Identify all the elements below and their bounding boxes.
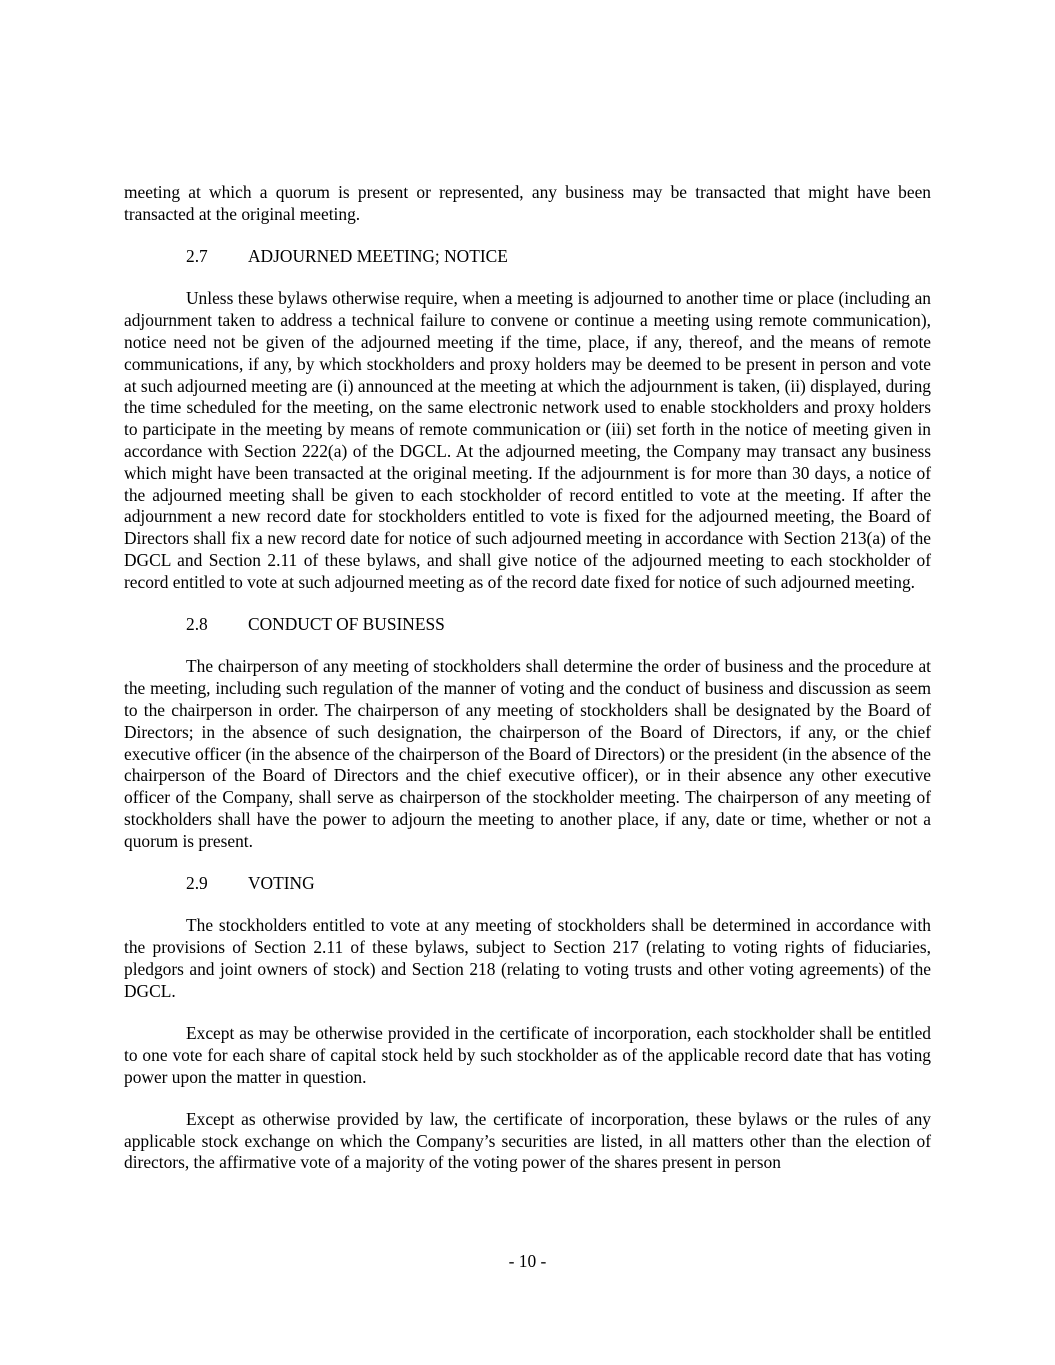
section-title: ADJOURNED MEETING; NOTICE	[248, 246, 508, 267]
section-title: CONDUCT OF BUSINESS	[248, 614, 445, 635]
section-number: 2.7	[186, 246, 208, 267]
section-2-8-body: The chairperson of any meeting of stockholders shall determine the order of business and the procedure at the meeting, including such regulation of the manner of voting and the conduct of business and discussion as seem to the chairperson in order. The chairperson of any meeting of stockholders shall be designated by the Board of Directors; in the absence of such designation, the chairperson of the Board of Directors, if any, or the chief executive officer (in the absence of the chairperson of the Board of Directors) or the president (in the absence of the chairperson of the Board of Directors and the chief executive officer), or in their absence any other executive officer of the Company, shall serve as chairperson of the stockholder meeting. The chairperson of any meeting of stockholders shall have the power to adjourn the meeting to another place, if any, date or time, whether or not a quorum is present.	[124, 656, 931, 851]
section-heading-2-9	[124, 873, 931, 895]
section-2-9-body-2: Except as may be otherwise provided in the certificate of incorporation, each stockholder shall be entitled to one vote for each share of capital stock held by such stockholder as of the applicable record date that has voting power upon the matter in question.	[124, 1023, 931, 1087]
page-number: - 10 -	[508, 1251, 547, 1271]
section-2-9-body-3: Except as otherwise provided by law, the certificate of incorporation, these bylaws or the rules of any applicable stock exchange on which the Company’s securities are listed, in all matters other than the election of directors, the affirmative vote of a majority of the voting power of the shares present in person	[124, 1108, 931, 1173]
section-heading-2-8	[124, 614, 931, 636]
section-number: 2.8	[186, 614, 208, 635]
section-number: 2.9	[186, 873, 208, 894]
section-2-9-body-1: The stockholders entitled to vote at any meeting of stockholders shall be determined in accordance with the provisions of Section 2.11 of these bylaws, subject to Section 217 (relating to voting rights of fiduciaries, pledgors and joint owners of stock) and Section 218 (relating to voting trusts and other voting agreements) of the DGCL.	[124, 915, 931, 1001]
section-heading-2-7	[124, 246, 931, 268]
continuation-paragraph: meeting at which a quorum is present or represented, any business may be transacted that might have been transacted at the original meeting.	[124, 182, 931, 224]
document-page	[124, 182, 931, 1195]
section-title: VOTING	[248, 873, 315, 894]
section-2-7-body: Unless these bylaws otherwise require, when a meeting is adjourned to another time or place (including an adjournment taken to address a technical failure to convene or continue a meeting using remote communication), notice need not be given of the adjourned meeting if the time, place, if any, thereof, and the means of remote communications, if any, by which stockholders and proxy holders may be deemed to be present in person and vote at such adjourned meeting are (i) announced at the meeting at which the adjournment is taken, (ii) displayed, during the time scheduled for the meeting, on the same electronic network used to enable stockholders and proxy holders to participate in the meeting by means of remote communication or (iii) set forth in the notice of meeting given in accordance with Section 222(a) of the DGCL. At the adjourned meeting, the Company may transact any business which might have been transacted at the original meeting. If the adjournment is for more than 30 days, a notice of the adjourned meeting shall be given to each stockholder of record entitled to vote at the meeting. If after the adjournment a new record date for stockholders entitled to vote is fixed for the adjourned meeting, the Board of Directors shall fix a new record date for notice of such adjourned meeting in accordance with Section 213(a) of the DGCL and Section 2.11 of these bylaws, and shall give notice of the adjourned meeting to each stockholder of record entitled to vote at such adjourned meeting as of the record date fixed for notice of such adjourned meeting.	[124, 288, 931, 592]
